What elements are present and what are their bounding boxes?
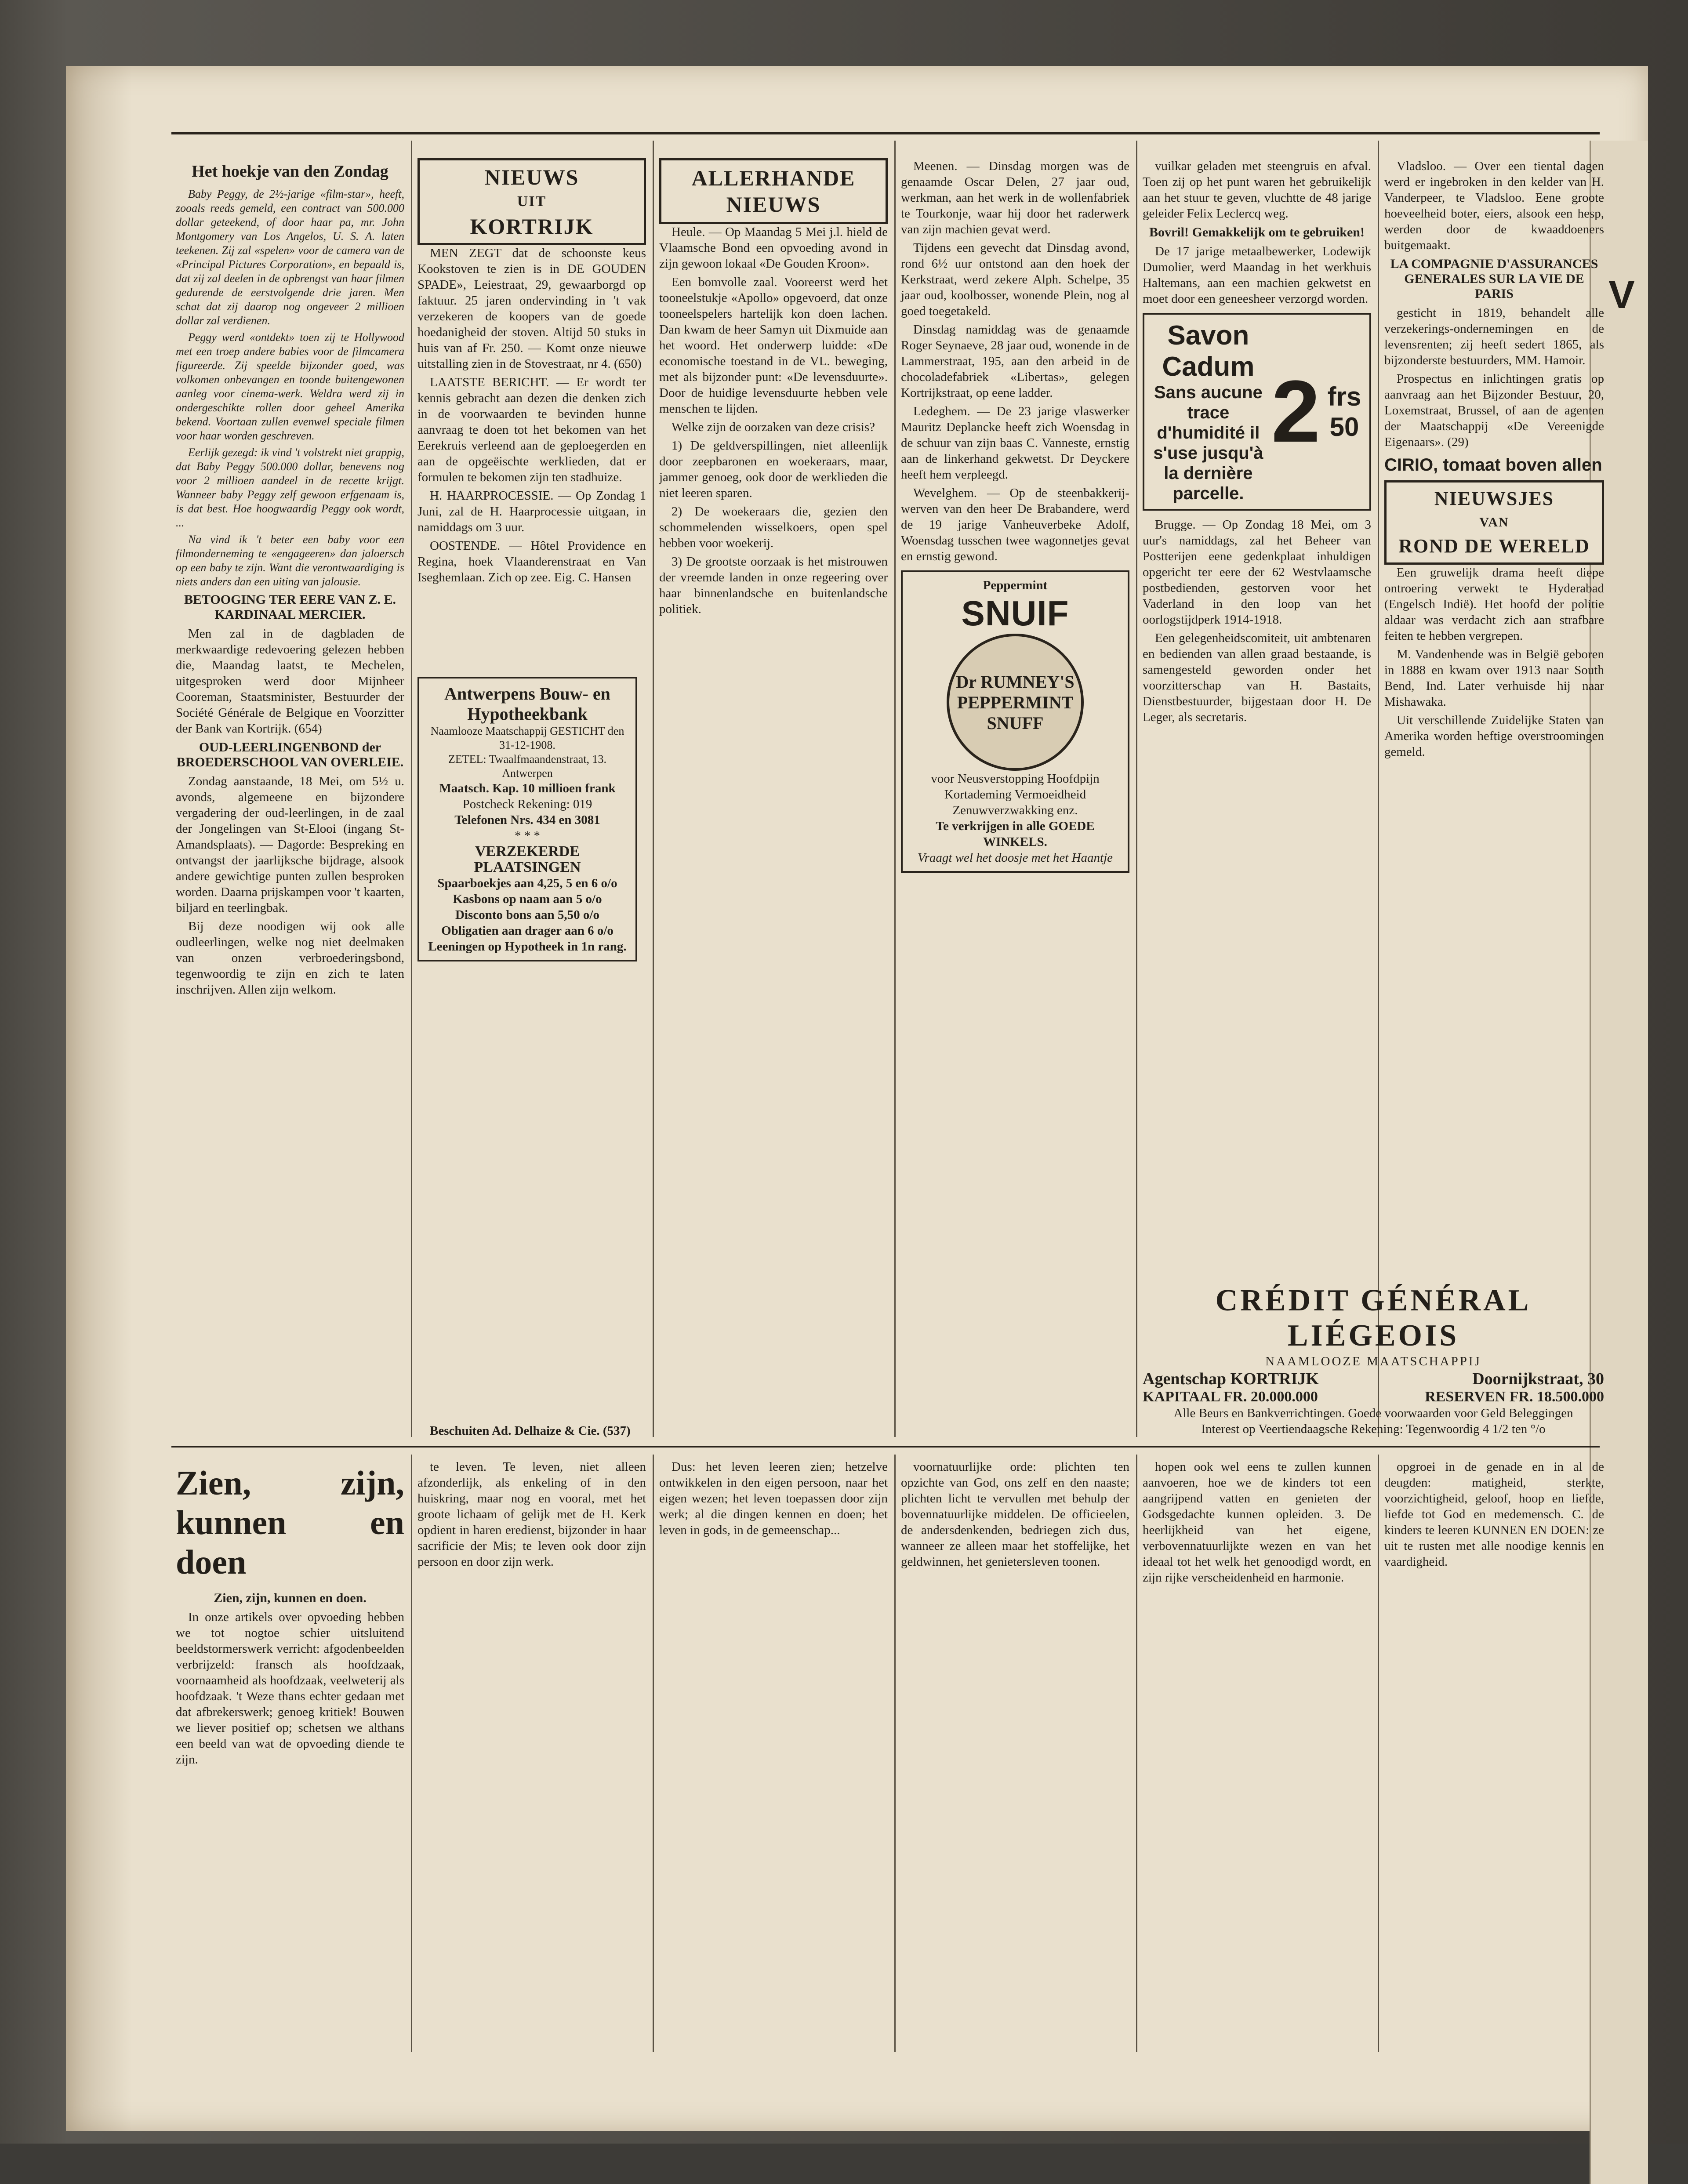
bottom-column-2	[417, 1459, 646, 2052]
article-paragraph: Uit verschillende Zuidelijke Staten van Amerika worden heftige overstroomingen gemeld.	[1384, 713, 1604, 759]
column-divider	[1136, 141, 1137, 1437]
header-line: NIEUWS	[484, 165, 579, 189]
article-paragraph: opgroei in de genade en in al de deugden: matigheid, sterkte, voorzichtigheid, geloof, hoop en liefde, liefde tot God en medemensch. C. de kinders te leeren KUNNEN EN DOEN: ze uit te rusten met alle noodige kennis en vaardigheid.	[1384, 1460, 1604, 1569]
column-divider	[411, 1455, 412, 2052]
separator: * * *	[515, 829, 540, 843]
credit-line: Alle Beurs en Bankverrichtingen. Goede voorwaarden voor Geld Beleggingen	[1173, 1406, 1573, 1420]
bank-title: Antwerpens Bouw- en Hypotheekbank	[444, 684, 610, 724]
section-heading: LA COMPAGNIE D'ASSURANCES GENERALES SUR LA VIE DE PARIS	[1390, 257, 1598, 301]
article-paragraph: Dus: het leven leeren zien; hetzelve ontwikkelen in den eigen persoon, naar het eigen wezen; het leven toepassen door zijn werk; al die dingen kennen en doen; het leven in gods, in de gemeenschap...	[659, 1460, 888, 1537]
column-divider	[653, 1455, 654, 2052]
article-paragraph: Bij deze noodigen wij ook alle oudleerlingen, welke nog niet deelmaken van onzen verbroederingsbond, tegenwoordig te zijn en zich te laten inschrijven. Allen zijn welkom.	[176, 919, 404, 997]
article-paragraph: hopen ook wel eens te zullen kunnen aanvoeren, hoe we de kinders tot een aangrijpend vatten en genieten der Godsgedachte kunnen opleiden. 3. De heerlijkheid van het eigene, verbovennatuurlijkte wezen en van het ideaal tot het welk het genoodigd wordt, en zijn rijke verscheidenheid en harmonie.	[1143, 1460, 1371, 1585]
bottom-column-5	[1143, 1459, 1371, 2052]
article-paragraph: M. Vandenhende was in België geboren in 1888 en kwam over 1913 naar South Bend, Ind. Later verhuisde hij naar Mishawaka.	[1384, 647, 1604, 709]
savon-price-fraction: frs 50	[1327, 382, 1361, 442]
bottom-column-1	[176, 1459, 404, 2052]
article-paragraph: Na vind ik 't beter een baby voor een filmonderneming te «engageeren» dan jaloersch op een baby te zijn. Want die verontwaardiging is niets anders dan een uiting van jalousie.	[176, 533, 404, 588]
bank-line: Kasbons op naam aan 5 o/o	[453, 892, 602, 906]
credit-general-advertisement	[1143, 1283, 1604, 1441]
delhaize-footer: Beschuiten Ad. Delhaize & Cie. (537)	[430, 1424, 631, 1438]
header-line: KORTRIJK	[470, 214, 594, 239]
bank-address: ZETEL: Twaalfmaandenstraat, 13. Antwerpen	[448, 753, 607, 780]
bank-advertisement	[417, 677, 637, 1438]
bank-line: Spaarboekjes aan 4,25, 5 en 6 o/o	[437, 876, 617, 890]
bank-sub: Naamlooze Maatschappij GESTICHT den 31-12-1908.	[430, 725, 624, 751]
credit-capital: KAPITAAL FR. 20.000.000	[1143, 1389, 1318, 1405]
allerhande-header	[659, 158, 888, 224]
bottom-column-3	[659, 1459, 888, 2052]
column-title: Het hoekje van den Zondag	[192, 162, 388, 181]
kortrijk-header	[417, 158, 646, 245]
credit-title: CRÉDIT GÉNÉRAL LIÉGEOIS	[1215, 1284, 1532, 1353]
article-paragraph: Eerlijk gezegd: ik vind 't volstrekt niet grappig, dat Baby Peggy 500.000 dollar, benevens nog voor 2 millioen aandeel in de recette krijgt. Wanneer baby Peggy zelf gewoon erfgenaam is, is dat best. Hoe hoogwaardig Peggy ook wordt, ...	[176, 446, 404, 529]
snuif-bottom: Te verkrijgen in alle GOEDE WINKELS.	[936, 819, 1095, 849]
snuif-italic: Vraagt wel het doosje met het Haantje	[917, 851, 1113, 865]
article-paragraph: In onze artikels over opvoeding hebben we tot nogtoe schier uitsluitend beeldstormerswerk verricht: afgodenbeelden verbrijzeld: fransch als hoofdzaak, voornaamheid als hoofdzaak, veelweterij als hoofdzaak. 't Weze thans echter gedaan met dat afbrekerswerk; genoeg kritiek! Bouwen we liever positief op; schetsen we althans een beeld van wat de opvoeding diende te zijn.	[176, 1610, 404, 1767]
column-divider	[1378, 141, 1379, 1437]
top-rule	[171, 132, 1600, 134]
snuif-advertisement	[901, 570, 1129, 873]
savon-price: 2	[1271, 363, 1320, 461]
credit-address: Doornijkstraat, 30	[1472, 1370, 1604, 1388]
column-news-5	[1143, 158, 1371, 1279]
article-paragraph: 2) De woekeraars die, gezien den schommelenden wisselkoers, open spel hebben voor woekerij.	[659, 504, 888, 550]
article-paragraph: Welke zijn de oorzaken van deze crisis?	[672, 420, 875, 434]
article-paragraph: gesticht in 1819, behandelt alle verzekerings-ondernemingen en de levensrenten; zij heeft sedert 1865, als bijzonderste bestuurders, MM. Hamoir.	[1384, 306, 1604, 367]
rond-de-wereld-header	[1384, 480, 1604, 565]
savon-text: Sans aucune trace d'humidité il s'use jusqu'à la dernière parcelle.	[1153, 383, 1263, 503]
credit-agency: Agentschap KORTRIJK	[1143, 1370, 1319, 1388]
column-allerhande	[659, 158, 888, 1433]
column-divider	[1378, 1455, 1379, 2052]
article-paragraph: Een bomvolle zaal. Vooreerst werd het tooneelstukje «Apollo» opgevoerd, dat onze tooneelspelers hartelijk kon doen lachen. Dan kwam de heer Samyn uit Dixmuide aan het woord. Het onderwerp luidde: «De economische toestand in de VL. beweging, met als bijzonder punt: «De levensduurte». Door de huidige levensduurte hebben vele menschen te lijden.	[659, 275, 888, 416]
article-paragraph: LAATSTE BERICHT. — Er wordt ter kennis gebracht aan dezen die denken zich in de voorwaarden te bevinden hunne aanvraag te doen tot het bekomen van het Eerekruis verleend aan de geploegerden en aan de opgeëischte werklieden, dat er formulen te bekomen zijn ten stadhuize.	[417, 375, 646, 484]
article-paragraph: Zondag aanstaande, 18 Mei, om 5½ u. avonds, algemeene en bijzondere vergadering der oud-leerlingen, in de zaal der Jongelingen van St-Elooi (ingang St-Amandsplaats). — Dagorde: Bespreking en ontvangst der jaarlijksche bijdrage, alsook andere gewichtige punten zullen besproken worden. Daarna prijskampen voor 't kaarten, biljard en teerlingbak.	[176, 774, 404, 915]
savon-brand: Savon Cadum	[1162, 320, 1255, 382]
column-divider	[1136, 1455, 1137, 2052]
cirio-advertisement: CIRIO, tomaat boven allen	[1384, 455, 1602, 475]
article-paragraph: Een gelegenheidscomiteit, uit ambtenaren en bedienden van allen graad bestaande, is samengesteld geworden onder het voorzitterschap van H. Bastaits, Dienstbestuurder, bijgestaan door H. De Leger, als secretaris.	[1143, 631, 1371, 724]
article-paragraph: te leven. Te leven, niet alleen afzonderlijk, als enkeling of in den huiskring, maar nog en vooral, met het groote lichaam of gelijk met de H. Kerk opdient in haren eredienst, bijzonder in haar sacrificie der Mis; te leven ook door zijn persoon en door zijn werk.	[417, 1460, 646, 1569]
credit-sub: NAAMLOOZE MAATSCHAPPIJ	[1265, 1354, 1481, 1368]
column-hoekje	[176, 158, 404, 1441]
article-paragraph: Heule. — Op Maandag 5 Mei j.l. hield de Vlaamsche Bond een opvoeding avond in zijn gewoon lokaal «De Gouden Kroon».	[659, 225, 888, 271]
article-paragraph: 3) De grootste oorzaak is het mistrouwen der vreemde landen in onze regeering over haar binnenlandsche en buitenlandsche politiek.	[659, 555, 888, 616]
bottom-column-4	[901, 1459, 1129, 2052]
article-paragraph: Een gruwelijk drama heeft diepe ontroering verwekt te Hyderabad (Engelsch Indië). Het hoofd der politie aldaar was verdacht zich aan strafbare feiten te hebben vergrepen.	[1384, 566, 1604, 643]
column-divider	[894, 141, 896, 1437]
article-paragraph: OOSTENDE. — Hôtel Providence en Regina, hoek Vlaanderenstraat en Van Iseghemlaan. Zich op zee. Eig. C. Hansen	[417, 539, 646, 584]
article-paragraph: MEN ZEGT dat de schoonste keus Kookstoven te zien is in DE GOUDEN SPADE», Leiestraat, 29, gewaarborgd op faktuur. 25 jaren ondervinding in 't vak verzekeren de koopers van de goede hoedanigheid der stoven. Altijd 50 stuks in huis van af Fr. 250. — Komt onze nieuwe uitstalling zien in de Stovestraat, nr 4. (650)	[417, 246, 646, 371]
savon-cadum-advertisement	[1143, 313, 1371, 511]
article-paragraph: Baby Peggy, de 2½-jarige «film-star», heeft, zooals reeds gemeld, een contract van 500.000 dollar geteekend, of door haar pa, mr. John Montgomery van Los Angelos, U. S. A. laten teekenen. Zij zal «spelen» voor de camera van de «Principal Pictures Corporation», en bepaald is, dat zij zal deelen in de opbrengst van haar filmen gedurende de eerstvolgende drie jaren. Men schat dat zij daarop nog ongeveer 2 millioen dollar zal verdienen.	[176, 188, 404, 327]
article-paragraph: voornatuurlijke orde: plichten ten opzichte van God, ons zelf en den naaste; plichten licht te vervullen met behulp der bovennatuurlijke middelen. De officieelen, de andersdenkenden, bedriegen zich dus, wanneer ze alleen maar het stoffelijke, het geldwinnen, het genietersleven toonen.	[901, 1460, 1129, 1569]
bank-heading: VERZEKERDE PLAATSINGEN	[474, 843, 581, 875]
article-paragraph: Ledeghem. — De 23 jarige vlaswerker Mauritz Deplancke heeft zich Woensdag in de schuur van zijn baas C. Vanneste, ernstig aan de linkerhand gekwetst. Dr Deyckere heeft hem verpleegd.	[901, 404, 1129, 482]
section-heading: OUD-LEERLINGENBOND der BROEDERSCHOOL VAN OVERLEIE.	[176, 740, 404, 769]
header-line: ROND DE WERELD	[1398, 535, 1590, 557]
bank-capital: Maatsch. Kap. 10 millioen frank	[439, 781, 616, 795]
article-paragraph: Meenen. — Dinsdag morgen was de genaamde Oscar Delen, 27 jaar oud, werkman, aan het werk in de wollenfabriek te Tourkonje, waar hij door het raderwerk van zijn machien gevat werd.	[901, 159, 1129, 236]
bank-line: Leeningen op Hypotheek in 1n rang.	[428, 940, 627, 954]
credit-reserves: RESERVEN FR. 18.500.000	[1425, 1389, 1604, 1405]
header-line: NIEUWSJES	[1434, 488, 1554, 509]
bottom-column-6	[1384, 1459, 1604, 2052]
bank-line: Disconto bons aan 5,50 o/o	[455, 908, 599, 922]
column-kortrijk	[417, 158, 646, 655]
header-line: VAN	[1479, 515, 1509, 530]
article-paragraph: Men zal in de dagbladen de merkwaardige redevoering gelezen hebben die, Maandag laatst, te Mechelen, uitgesproken werd door Mijnheer Cooreman, Staatsminister, Bestuurder der Société Générale de Belgique en Voorzitter der Bank van Kortrijk. (654)	[176, 627, 404, 736]
snuif-body: voor Neusverstopping Hoofdpijn Kortademing Vermoeidheid Zenuwverzwakking enz.	[931, 772, 1100, 817]
column-divider	[894, 1455, 896, 2052]
credit-capital-row	[1143, 1389, 1604, 1405]
article-paragraph: Prospectus en inlichtingen gratis op aanvraag aan het Bijzonder Bestuur, 20, Loxemstraat, Brussel, of aan de agenten der Maatschappij «De Vereenigde Eigenaars». (29)	[1384, 372, 1604, 449]
article-headline: Zien, zijn, kunnen en doen	[176, 1464, 404, 1581]
header-line: NIEUWS	[726, 192, 821, 217]
snuff-tin-illustration	[947, 634, 1084, 771]
article-subheading: Zien, zijn, kunnen en doen.	[214, 1591, 367, 1605]
snuif-title: SNUIF	[961, 594, 1069, 633]
article-paragraph: Vladsloo. — Over een tiental dagen werd er ingebroken in den kelder van H. Vanderpeer, te Vladsloo. Eene groote hoeveelheid boter, eiers, alsook een hesp, werden door de kwaaddoeners buitgemaakt.	[1384, 159, 1604, 252]
credit-agency-row	[1143, 1369, 1604, 1389]
column-news-6	[1384, 158, 1604, 1279]
article-paragraph: Peggy werd «ontdekt» toen zij te Hollywood met een troep andere babies voor de filmcamera figureerde. Zij speelde bijzonder goed, was volkomen onbevangen en toonde buitengewonen aanleg voor cinema-werk. Weldra werd zij in ondergeschikte rollen door geheel Amerika bekend. Voortaan zullen evenwel speciale filmen voor haar worden geschreven.	[176, 331, 404, 442]
bank-ad-box	[417, 677, 637, 961]
article-paragraph: Tijdens een gevecht dat Dinsdag avond, rond 6½ uur ontstond aan den hoek der Kerkstraat, werd zekere Alph. Schelpe, 35 jaar oud, koolbosser, wonende Plein, nog al goed toegetakeld.	[901, 241, 1129, 318]
article-paragraph: 1) De geldverspillingen, niet alleenlijk door zeepbaronen en woekeraars, maar, jammer genoeg, ook door de werklieden die niet leeren sparen.	[659, 439, 888, 500]
article-paragraph: Brugge. — Op Zondag 18 Mei, om 3 uur's namiddags, zal het Beheer van Postterijen eene gedenkplaat inhuldigen opgericht ter eere der 62 Westvlaamsche postbedienden, gestorven voor het Vaderland in den loop van het oorlogstijdperk 1914-1918.	[1143, 518, 1371, 627]
header-line: UIT	[517, 193, 547, 210]
bank-line: Obligatien aan drager aan 6 o/o	[441, 924, 613, 938]
section-heading: Bovril! Gemakkelijk om te gebruiken!	[1149, 225, 1365, 239]
column-divider	[653, 141, 654, 1437]
edge-letter: V	[1608, 273, 1635, 317]
bank-postcheck: Postcheck Rekening: 019	[462, 797, 592, 811]
section-rule	[171, 1446, 1600, 1448]
section-heading: BETOOGING TER EERE VAN Z. E. KARDINAAL MERCIER.	[184, 592, 396, 622]
header-line: ALLERHANDE	[691, 166, 856, 190]
article-paragraph: De 17 jarige metaalbewerker, Lodewijk Dumolier, werd Maandag in het werkhuis Haltemans, aan een machien gekwetst en moet door een geneesheer verzorgd worden.	[1143, 244, 1371, 306]
credit-line: Interest op Veertiendaagsche Rekening: Tegenwoordig 4 1/2 ten °/o	[1201, 1422, 1546, 1436]
snuif-top: Peppermint	[983, 578, 1048, 592]
column-divider	[411, 141, 412, 1437]
snuff-tin-label: Dr RUMNEY'S PEPPERMINT SNUFF	[956, 671, 1075, 733]
article-paragraph: H. HAARPROCESSIE. — Op Zondag 1 Juni, zal de H. Haarprocessie uitgaan, in namiddags om 3 uur.	[417, 489, 646, 534]
article-paragraph: vuilkar geladen met steengruis en afval. Toen zij op het punt waren het gebruikelijk aan het stuur te geven, vluchtte de 48 jarige geleider Felix Leclercq weg.	[1143, 159, 1371, 221]
article-paragraph: Wevelghem. — Op de steenbakkerij-werven van den heer De Brabandere, werd de 19 jarige Vanheuverbeke Adolf, Woensdag tusschen twee wagonnetjes gevat en ernstig gewond.	[901, 486, 1129, 563]
article-paragraph: Dinsdag namiddag was de genaamde Roger Seynaeve, 28 jaar oud, wonende in de Lammerstraat, 195, aan den arbeid in de chocoladefabriek «Libertas», gelegen Kortrijkstraat, op eene ladder.	[901, 323, 1129, 400]
bank-phone: Telefonen Nrs. 434 en 3081	[454, 813, 600, 827]
column-news-4	[901, 158, 1129, 1433]
